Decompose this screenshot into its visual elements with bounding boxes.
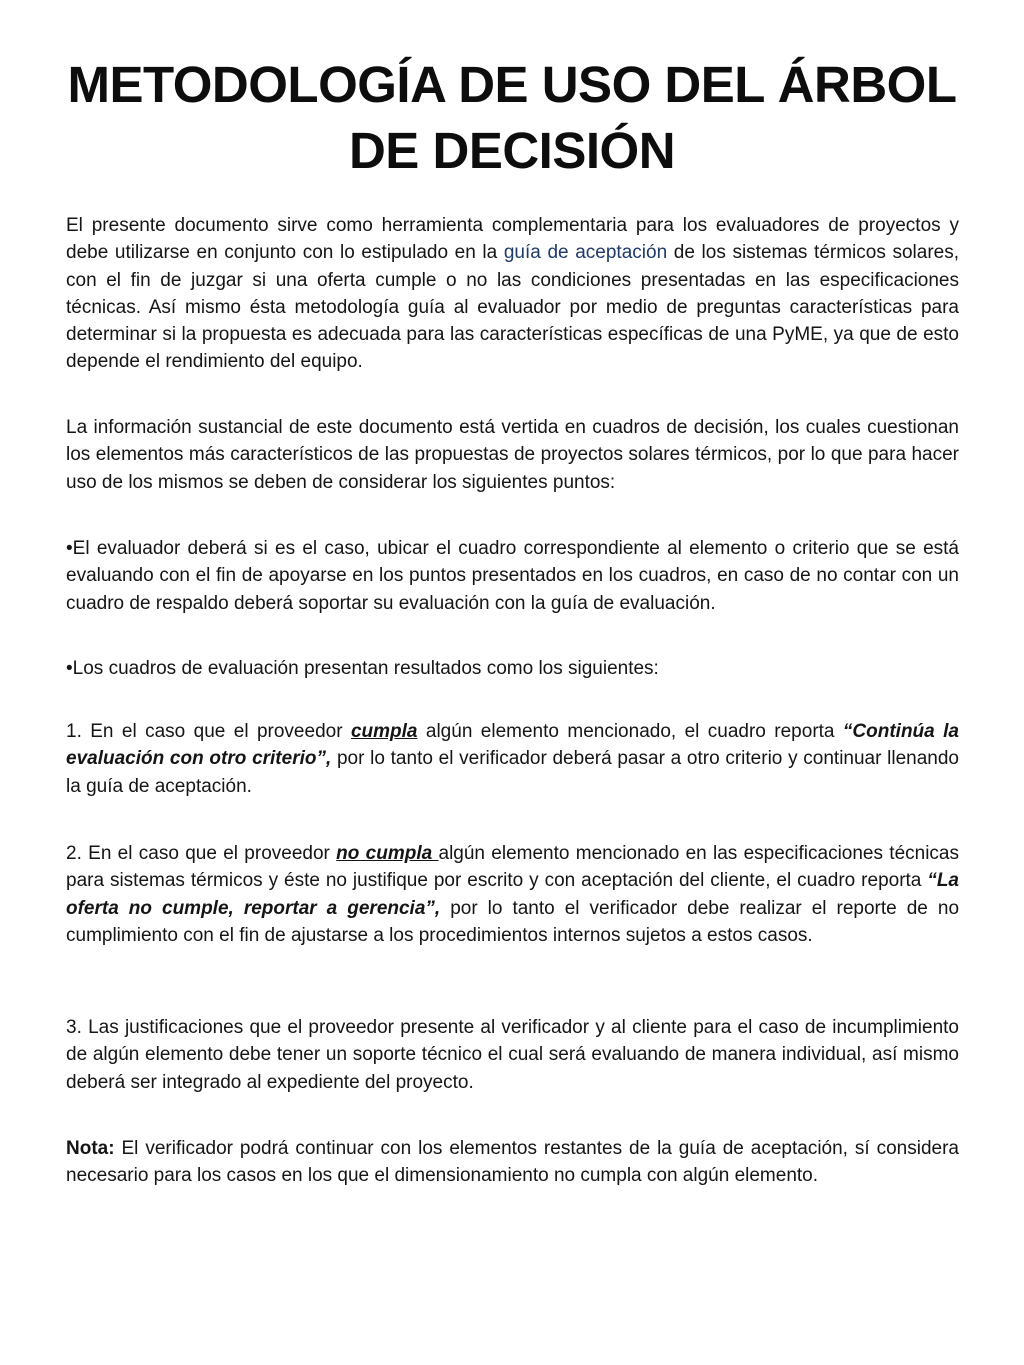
item-1-quote: “Continúa la evaluación con otro criterio”, <box>66 721 959 770</box>
paragraph-intro-text-end: de los sistemas térmicos solares, con el fin de juzgar si una oferta cumple o no las condiciones presentadas en las especificaciones técnicas. Así mismo ésta metodología guía al evaluador por medio de preguntas características para determinar si la propuesta es adecuada para las características específicas de una PyME, ya que de esto depende el rendimiento del equipo. <box>66 242 959 373</box>
bullet-evaluation-results: •Los cuadros de evaluación presentan resultados como los siguientes: <box>66 658 659 679</box>
item-1-text-b: algún elemento mencionado, el cuadro reporta <box>417 721 843 742</box>
item-2-text-b: algún elemento mencionado en las especificaciones técnicas para sistemas térmicos y éste no justifique por escrito y con aceptación del cliente, el cuadro reporta <box>66 843 959 892</box>
item-2-no-cumpla <box>66 840 959 949</box>
item-2-text-c: por lo tanto el verificador debe realizar el reporte de no cumplimiento con el fin de ajustarse a los procedimientos internos sujetos a estos casos. <box>66 897 960 946</box>
guia-de-aceptacion-link[interactable]: guía de aceptación <box>503 242 668 264</box>
paragraph-intro <box>66 212 959 376</box>
item-3-justificaciones: 3. Las justificaciones que el proveedor presente al verificador y al cliente para el caso de incumplimiento de algún elemento debe tener un soporte técnico el cual será evaluando de manera individual, así mismo deberá ser integrado al expediente del proyecto. <box>66 1017 959 1093</box>
item-1-text-c: por lo tanto el verificador deberá pasar a otro criterio y continuar llenando la guía de aceptación. <box>66 748 960 797</box>
paragraph-intro-text-start: El presente documento sirve como herramienta complementaria para los evaluadores de proyectos y debe utilizarse en conjunto con lo estipulado en la <box>66 215 959 264</box>
note-label: Nota: <box>66 1138 115 1159</box>
paragraph-decision-tables: La información sustancial de este documento está vertida en cuadros de decisión, los cuales cuestionan los elementos más característicos de las propuestas de proyectos solares térmicos, por lo que para hacer uso de los mismos se deben de considerar los siguientes puntos: <box>66 417 959 493</box>
item-2-term: no cumpla <box>336 843 439 864</box>
item-2-quote: “La oferta no cumple, reportar a gerencia”, <box>66 870 959 919</box>
item-1-text-a: 1. En el caso que el proveedor <box>66 721 351 742</box>
item-1-cumpla <box>66 718 959 800</box>
page-title: METODOLOGÍA DE USO DEL ÁRBOL DE DECISIÓN <box>67 56 957 179</box>
bullet-locate-table: •El evaluador deberá si es el caso, ubicar el cuadro correspondiente al elemento o criterio que se está evaluando con el fin de apoyarse en los puntos presentados en los cuadros, en caso de no contar con un cuadro de respaldo deberá soportar su evaluación con la guía de evaluación. <box>66 538 959 614</box>
item-1-term: cumpla <box>350 721 418 742</box>
note-paragraph <box>66 1135 959 1190</box>
note-text: El verificador podrá continuar con los elementos restantes de la guía de aceptación, sí considera necesario para los casos en los que el dimensionamiento no cumpla con algún elemento. <box>66 1138 959 1187</box>
item-2-text-a: 2. En el caso que el proveedor <box>66 843 337 864</box>
